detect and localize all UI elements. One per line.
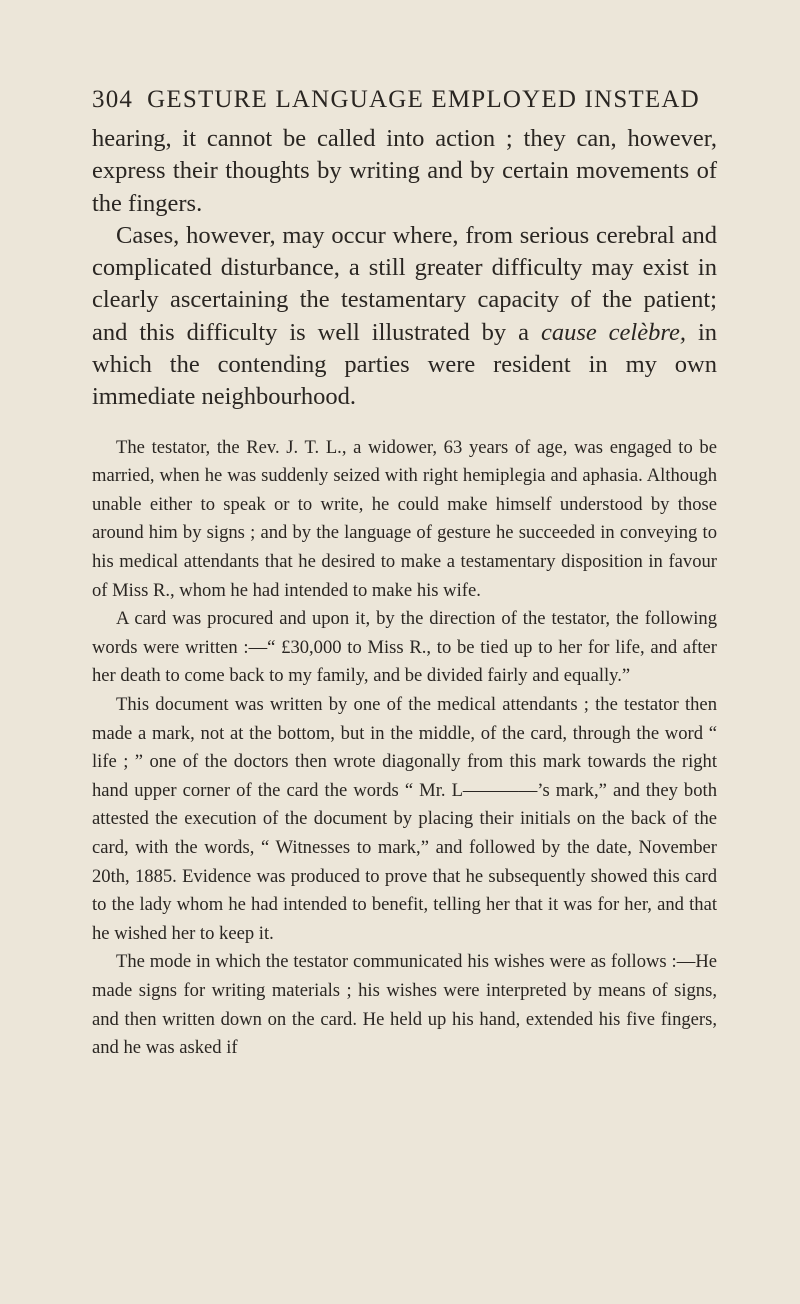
paragraph: A card was procured and upon it, by the direction of the testator, the following words were written :—“ £30,000 to Miss R., to be tied up to her for life, and after her death to come back to my family, and be divided fairly and equally.” bbox=[92, 608, 717, 687]
paragraph: The testator, the Rev. J. T. L., a widower, 63 years of age, was engaged to be married, when he was suddenly seized with right hemiplegia and aphasia. Although unable either to speak or to write, he could make himself understood by those around him by signs ; and by the language of gesture he succeeded in conveying to his medical attendants that he desired to make a testamentary disposition in favour of Miss R., whom he had intended to make his wife. bbox=[92, 436, 717, 601]
paragraph: This document was written by one of the medical attendants ; the testator then made a mark, not at the bottom, but in the middle, of the card, through the word “ life ; ” one of the doctors then wrote diagonally from this mark towards the right hand upper corner of the card the words “ Mr. L————’s mark,” and they both attested the execution of the document by placing their initials on the back of the card, with the words, “ Witnesses to mark,” and followed by the date, November 20th, 1885. Evidence was produced to prove that he subsequently showed this card to the lady whom he had intended to benefit, telling her that it was for her, and that he wished her to keep it. bbox=[92, 694, 717, 944]
page-body bbox=[92, 123, 717, 1063]
page-number: 304 bbox=[92, 86, 134, 113]
running-header bbox=[92, 86, 732, 114]
paragraph-text: Cases, however, may occur where, from serious cerebral and complicated disturbance, a still greater difficulty may exist in clearly ascertaining the testamentary capacity of the patient; and this difficulty is well illustrated by a bbox=[92, 221, 717, 346]
italic-phrase: cause celèbre, bbox=[540, 318, 686, 346]
case-report-text bbox=[92, 434, 717, 1063]
paragraph-text: in which the contending parties were resident in my own immediate neighbourhood. bbox=[92, 318, 718, 411]
paragraph: The mode in which the testator communicated his wishes were as follows :—He made signs for writing materials ; his wishes were interpreted by means of signs, and then written down on the card. He held up his hand, extended his five fingers, and he was asked if bbox=[92, 951, 717, 1059]
paragraph: hearing, it cannot be called into action ; they can, however, express their thoughts by writing and by certain movements of the fingers. bbox=[92, 125, 717, 217]
paragraph bbox=[92, 220, 717, 414]
running-title: GESTURE LANGUAGE EMPLOYED INSTEAD bbox=[147, 86, 700, 113]
main-text bbox=[92, 123, 717, 414]
